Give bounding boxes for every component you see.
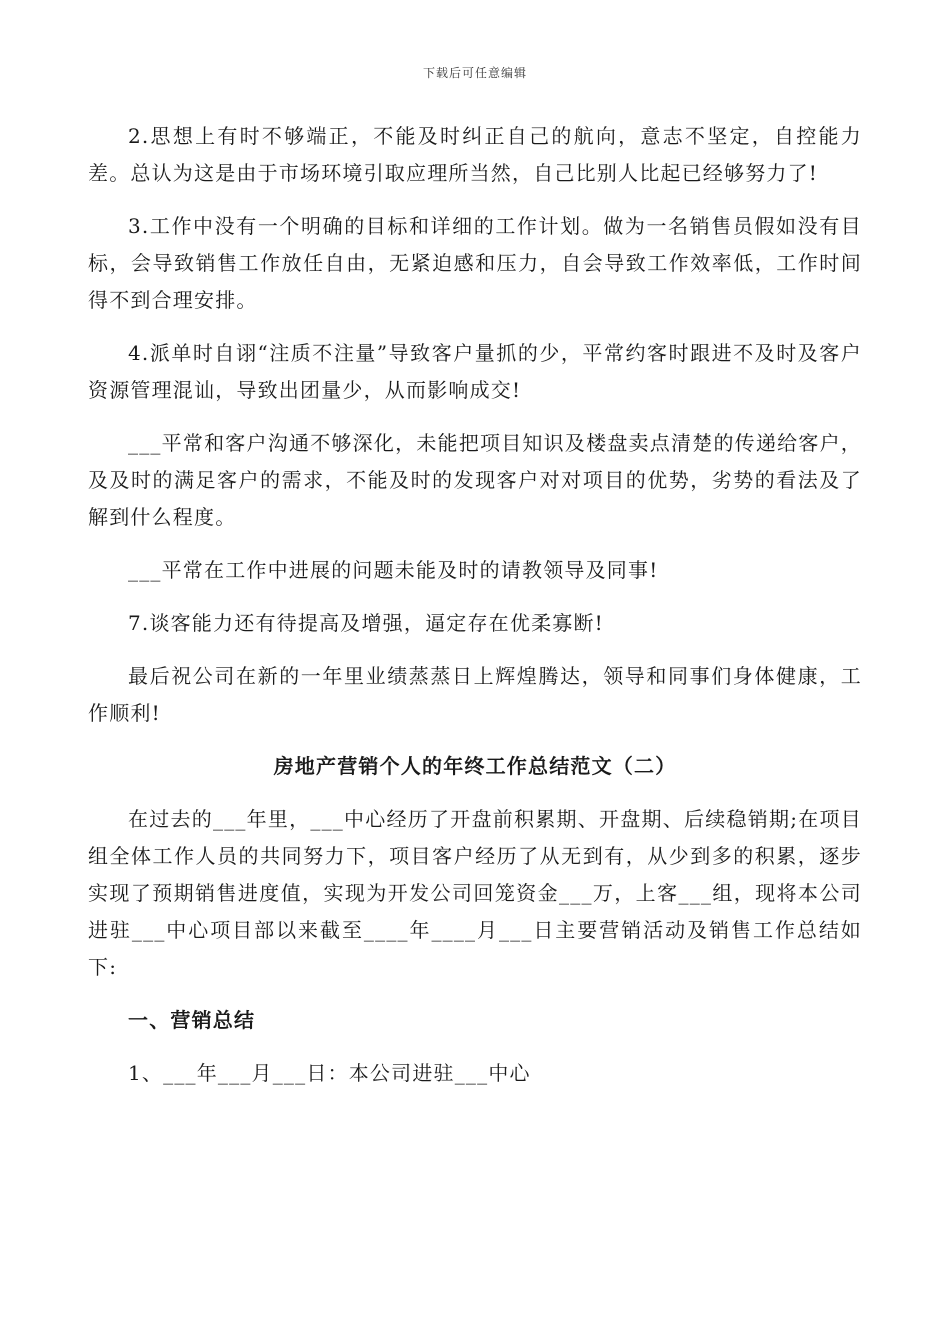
list-item: 1、___年___月___日：本公司进驻___中心: [128, 1061, 531, 1085]
header-note: 下载后可任意编辑: [422, 66, 527, 80]
section-title: 房地产营销个人的年终工作总结范文（二）: [273, 754, 677, 778]
paragraph-4: 4.派单时自诩“注质不注量”导致客户量抓的少，平常约客时跟进不及时及客户资源管理混讪，导致出团量少，从而影响成交!: [88, 341, 862, 402]
document-body: [88, 118, 862, 1108]
closing-paragraph: 最后祝公司在新的一年里业绩蒸蒸日上辉煌腾达，领导和同事们身体健康，工作顺利!: [88, 664, 862, 725]
paragraph-3: 3.工作中没有一个明确的目标和详细的工作计划。做为一名销售员假如没有目标，会导致销售工作放任自由，无紧迫感和压力，自会导致工作效率低，工作时间得不到合理安排。: [88, 214, 862, 312]
paragraph-6: ___平常在工作中进展的问题未能及时的请教领导及同事!: [128, 558, 659, 582]
paragraph-5: ___平常和客户沟通不够深化，未能把项目知识及楼盘卖点清楚的传递给客户，及及时的满足客户的需求，不能及时的发现客户对对项目的优势，劣势的看法及了解到什么程度。: [88, 431, 862, 529]
paragraph-2: 2.思想上有时不够端正，不能及时纠正自己的航向，意志不坚定，自控能力差。总认为这是由于市场环境引取应理所当然，自己比别人比起已经够努力了!: [88, 124, 862, 185]
paragraph-7: 7.谈客能力还有待提高及增强，逼定存在优柔寡断!: [128, 611, 604, 635]
intro-paragraph: 在过去的___年里，___中心经历了开盘前积累期、开盘期、后续稳销期;在项目组全体工作人员的共同努力下，项目客户经历了从无到有，从少到多的积累，逐步实现了预期销售进度值，实现为开发公司回笼资金___万，上客___组，现将本公司进驻___中心项目部以来截至____年____月___日主要营销活动及销售工作总结如下:: [88, 807, 862, 979]
section-heading-marketing: 一、营销总结: [128, 1008, 256, 1032]
